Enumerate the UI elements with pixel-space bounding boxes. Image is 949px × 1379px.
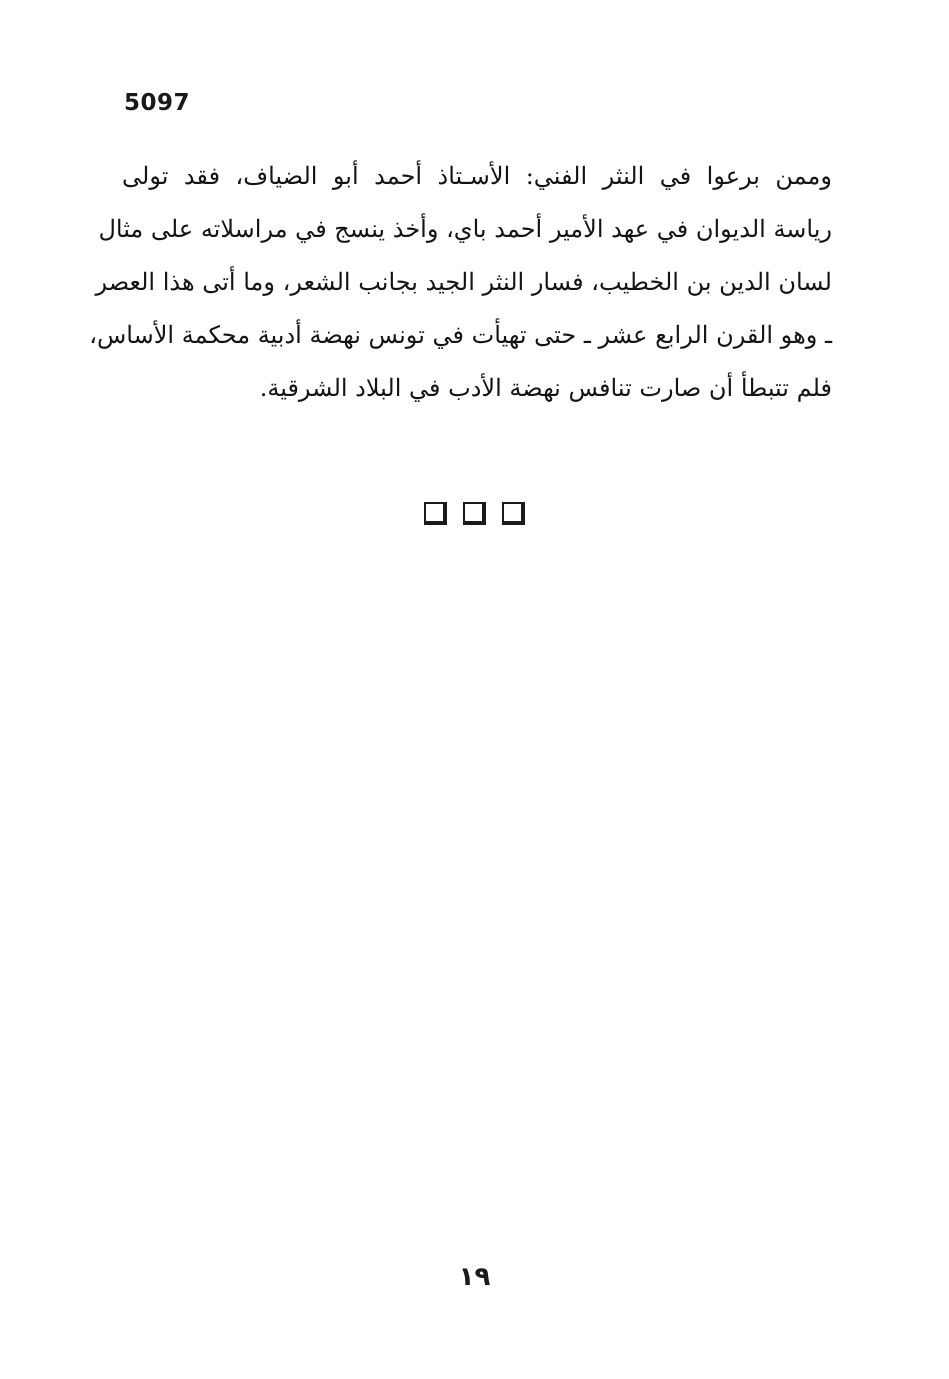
text-line: وممن برعوا في النثر الفني: الأسـتاذ أحمد أبو الضياف، فقد تولى <box>122 162 832 190</box>
body-paragraph <box>89 150 832 415</box>
section-ornament-icon <box>424 502 525 525</box>
square-icon <box>502 502 525 525</box>
text-line: لسان الدين بن الخطيب، فسار النثر الجيد بجانب الشعر، وما أتى هذا العصر <box>95 268 832 296</box>
text-line: رياسة الديوان في عهد الأمير أحمد باي، وأخذ ينسج في مراسلاته على مثال <box>98 215 832 243</box>
square-icon <box>463 502 486 525</box>
page-number: ١٩ <box>458 1262 491 1292</box>
square-icon <box>424 502 447 525</box>
text-line: ـ وهو القرن الرابع عشر ـ حتى تهيأت في تونس نهضة أدبية محكمة الأساس، <box>89 321 832 349</box>
text-line: فلم تتبطأ أن صارت تنافس نهضة الأدب في البلاد الشرقية. <box>259 374 832 402</box>
page-id: 5097 <box>124 90 191 116</box>
